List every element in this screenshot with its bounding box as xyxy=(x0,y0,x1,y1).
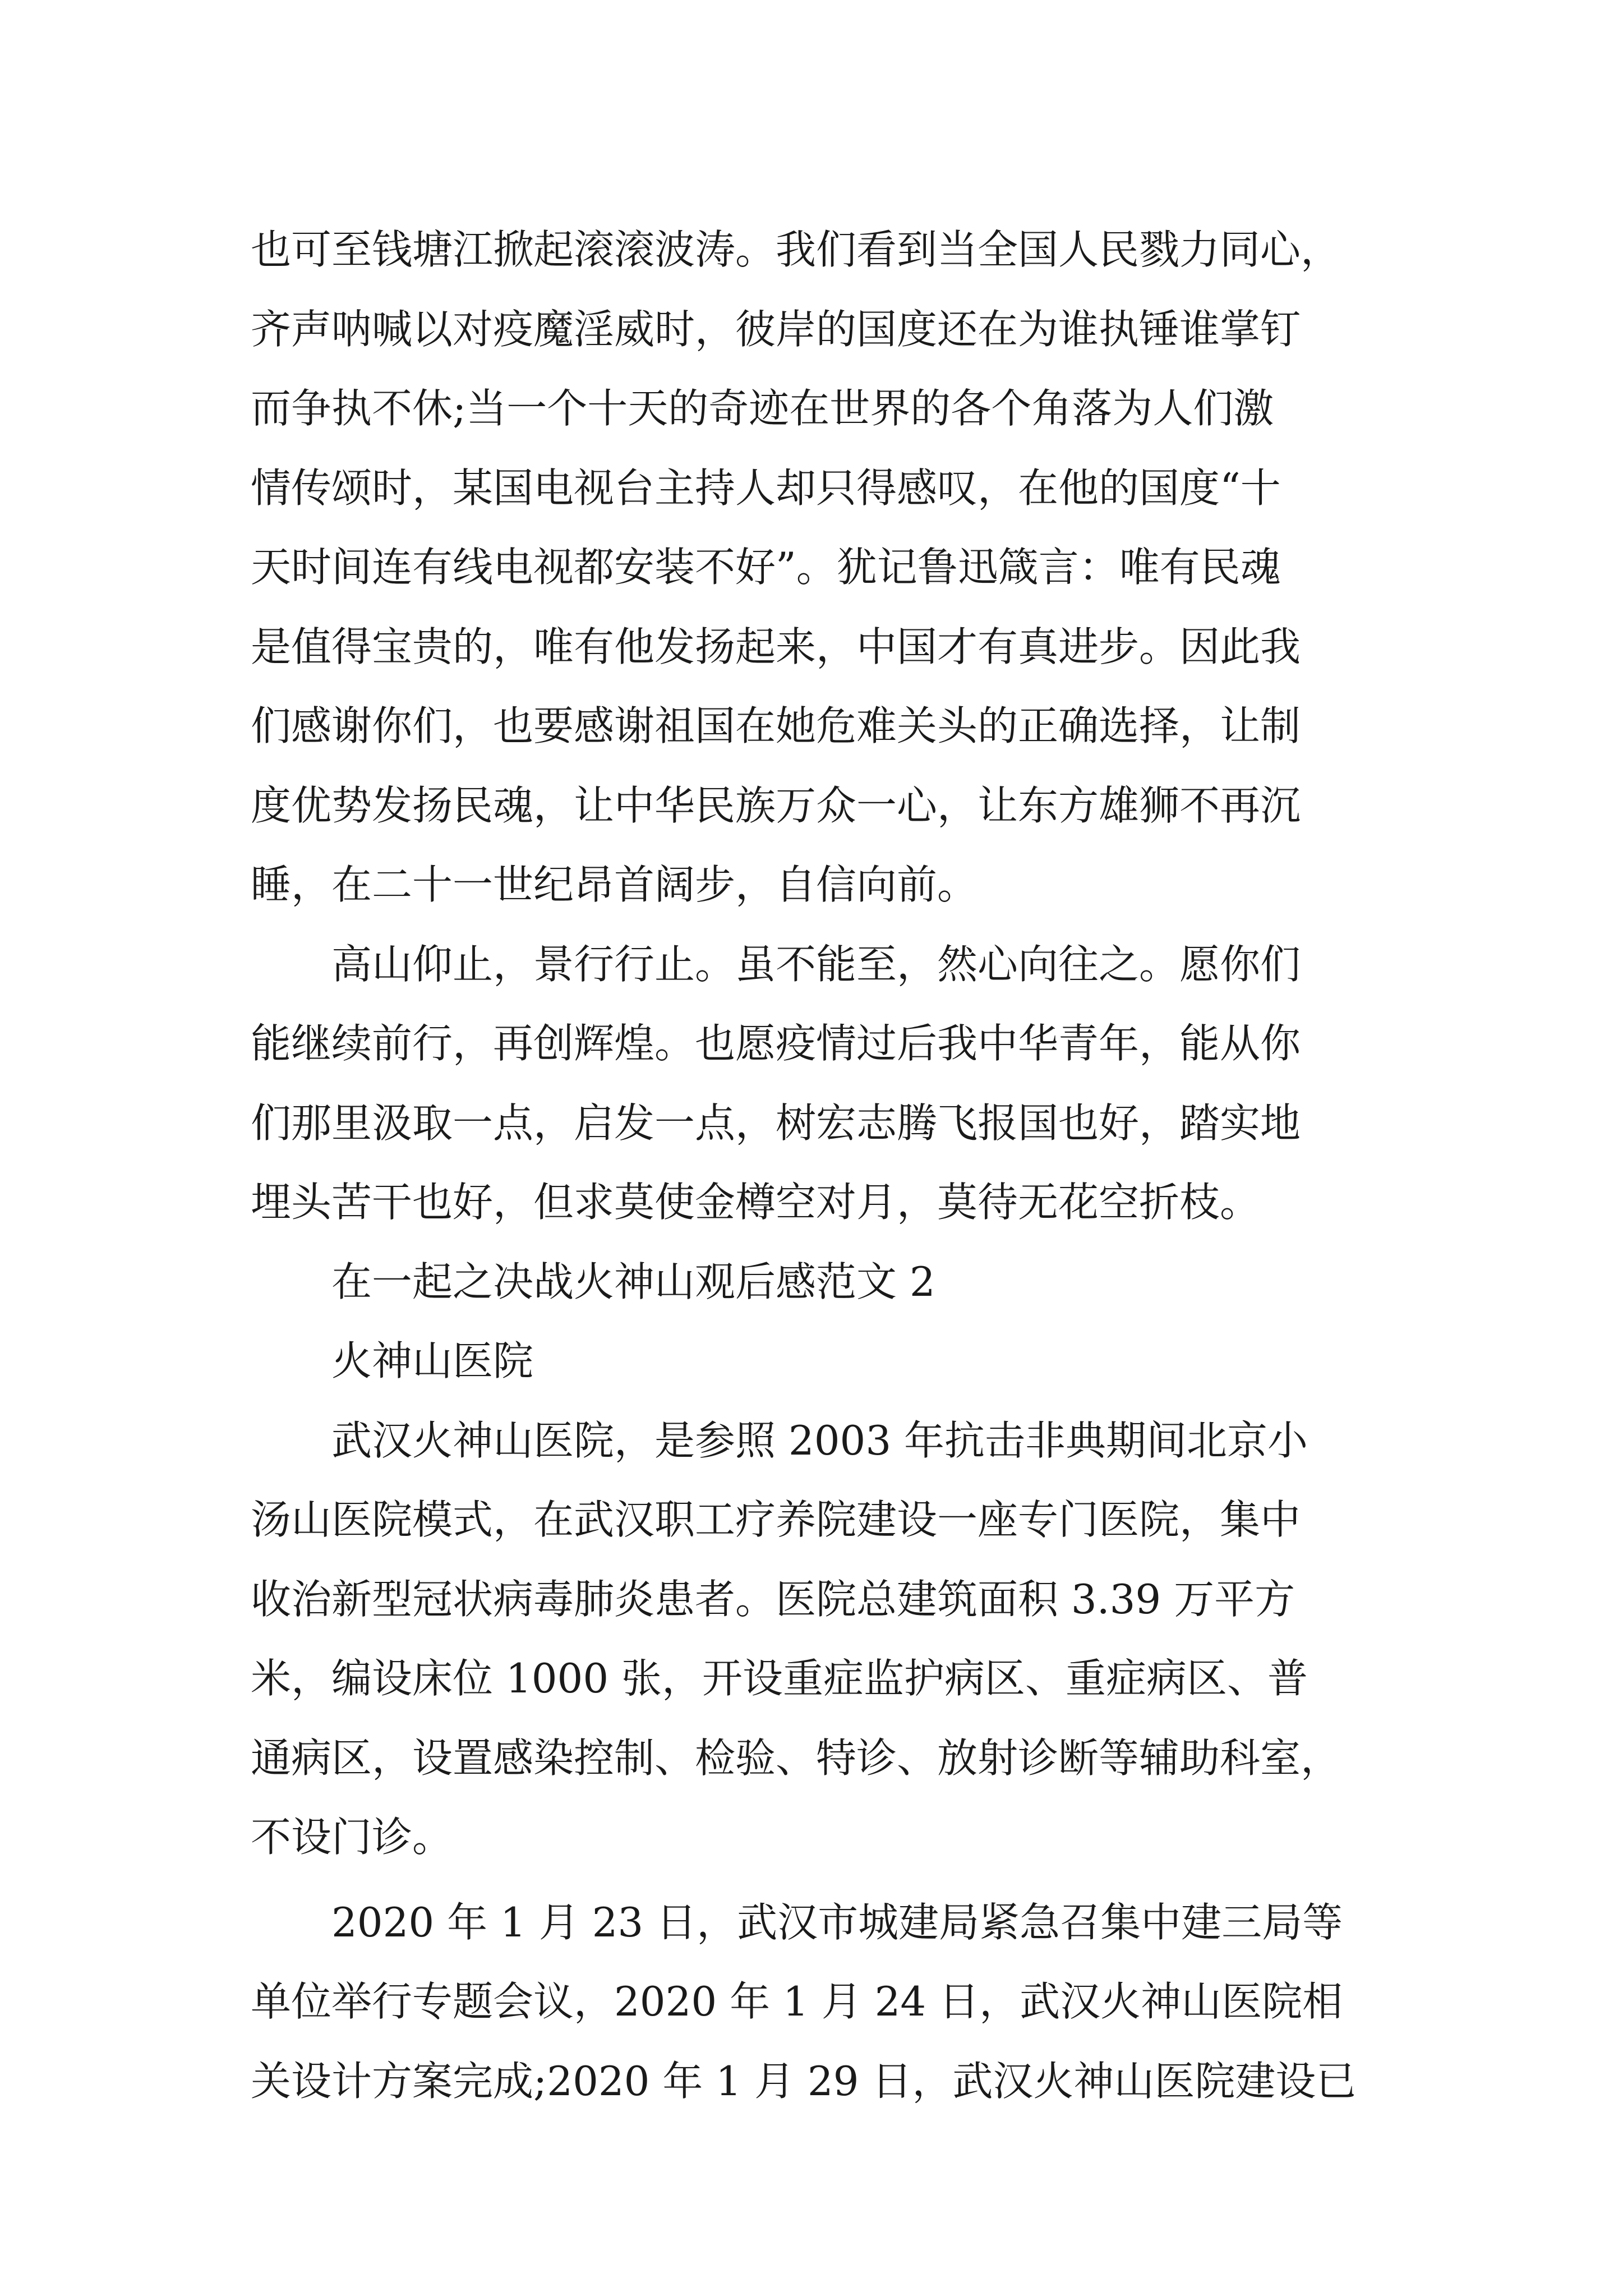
text-line: 情传颂时，某国电视台主持人却只得感叹，在他的国度“十 xyxy=(251,464,1281,512)
text-line: 们那里汲取一点，启发一点，树宏志腾飞报国也好，踏实地 xyxy=(251,1099,1301,1147)
text-line: 而争执不休;当一个十天的奇迹在世界的各个角落为人们激 xyxy=(251,385,1274,432)
subheading: 火神山医院 xyxy=(331,1337,534,1384)
text-line: 关设计方案完成;2020 年 1 月 29 日，武汉火神山医院建设已 xyxy=(251,2057,1357,2105)
text-line: 单位举行专题会议，2020 年 1 月 24 日，武汉火神山医院相 xyxy=(251,1978,1343,2025)
text-line: 不设门诊。 xyxy=(251,1814,453,1861)
text-line: 收治新型冠状病毒肺炎患者。医院总建筑面积 3.39 万平方 xyxy=(251,1575,1295,1623)
text-line: 们感谢你们，也要感谢祖国在她危难关头的正确选择，让制 xyxy=(251,702,1301,749)
text-line: 度优势发扬民魂，让中华民族万众一心，让东方雄狮不再沉 xyxy=(251,781,1301,829)
text-line: 齐声呐喊以对疫魔淫威时，彼岸的国度还在为谁执锤谁掌钉 xyxy=(251,305,1301,353)
text-line: 睡，在二十一世纪昂首阔步，自信向前。 xyxy=(251,861,978,908)
text-line: 通病区，设置感染控制、检验、特诊、放射诊断等辅助科室， xyxy=(251,1734,1341,1782)
paragraph-start-line: 2020 年 1 月 23 日，武汉市城建局紧急召集中建三局等 xyxy=(331,1898,1343,1946)
text-line: 埋头苦干也好，但求莫使金樽空对月，莫待无花空折枝。 xyxy=(251,1179,1261,1226)
text-line: 米，编设床位 1000 张，开设重症监护病区、重症病区、普 xyxy=(251,1655,1308,1702)
text-line: 也可至钱塘江掀起滚滚波涛。我们看到当全国人民戮力同心， xyxy=(251,226,1341,273)
text-line: 天时间连有线电视都安装不好”。犹记鲁迅箴言：唯有民魂 xyxy=(251,544,1281,591)
paragraph-start-line: 高山仰止，景行行止。虽不能至，然心向往之。愿你们 xyxy=(331,940,1301,988)
section-heading: 在一起之决战火神山观后感范文 2 xyxy=(331,1258,935,1305)
text-line: 是值得宝贵的，唯有他发扬起来，中国才有真进步。因此我 xyxy=(251,623,1301,670)
text-line: 能继续前行，再创辉煌。也愿疫情过后我中华青年，能从你 xyxy=(251,1020,1301,1067)
paragraph-start-line: 武汉火神山医院，是参照 2003 年抗击非典期间北京小 xyxy=(331,1416,1308,1464)
document-body xyxy=(251,210,1417,2121)
text-line: 汤山医院模式，在武汉职工疗养院建设一座专门医院，集中 xyxy=(251,1496,1301,1543)
